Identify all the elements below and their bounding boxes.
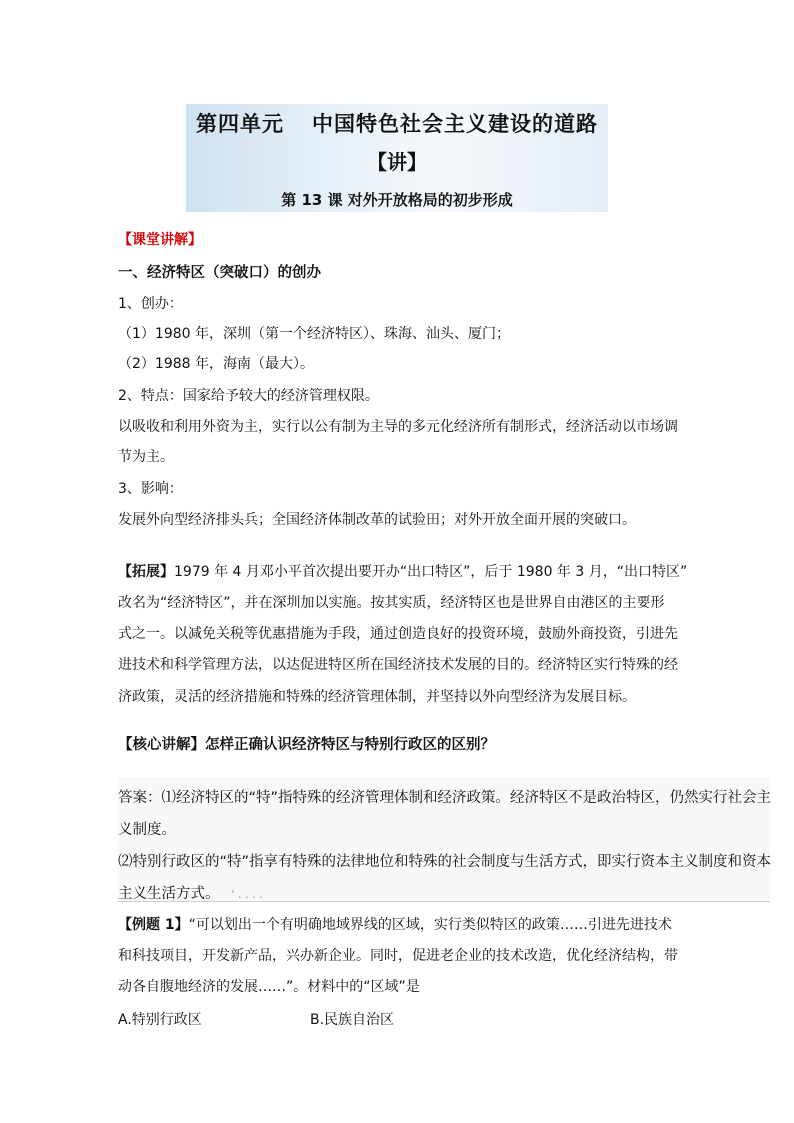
tuozhan-line-4: 进技术和科学管理方法，以达促进特区所在国经济技术发展的目的。经济特区实行特殊的经: [118, 657, 678, 673]
answer-mark: ' . . . .: [231, 888, 263, 901]
unit-title: [186, 108, 608, 138]
answer-line-4: [118, 882, 263, 903]
example-line-3: 动各自腹地经济的发展……”。材料中的“区域”是: [118, 979, 420, 995]
jiang-label: 【讲】: [367, 150, 427, 174]
example-label: 【例题 1】: [118, 917, 189, 933]
tuozhan-line-3: 式之一。以减免关税等优惠措施为手段，通过创造良好的投资环境，鼓励外商投资，引进先: [118, 626, 678, 642]
body-line-1: 1、创办：: [118, 296, 183, 312]
tuozhan-line-2: 改名为“经济特区”，并在深圳加以实施。按其实质，经济特区也是世界自由港区的主要形: [118, 595, 665, 611]
example-line-2: 和科技项目，开发新产品，兴办新企业。同时，促进老企业的技术改造，优化经济结构，带: [118, 948, 678, 964]
section-label: 【课堂讲解】: [118, 232, 202, 248]
unit-label: 第四单元: [196, 112, 284, 136]
answer-line-4-text: 主义生活方式。: [118, 886, 220, 902]
body-line-6: 节为主。: [118, 449, 174, 465]
body-line-4: 2、特点：国家给予较大的经济管理权限。: [118, 388, 379, 404]
tuozhan-text-1: 1979 年 4 月邓小平首次提出要开办“出口特区”，后于 1980 年 3 月，“出口特区”: [174, 564, 688, 580]
option-b: B.民族自治区: [310, 1012, 395, 1028]
example-text-1: “可以划出一个有明确地域界线的区域，实行类似特区的政策……引进先进技术: [188, 917, 672, 933]
example-line-1: [118, 914, 672, 934]
answer-line-1: 答案：⑴经济特区的“特”指特殊的经济管理体制和经济政策。经济特区不是政治特区，仍然实行社会主: [118, 790, 772, 806]
answer-line-2: 义制度。: [118, 822, 176, 838]
body-line-7: 3、影响：: [118, 481, 183, 497]
core-question: 【核心讲解】怎样正确认识经济特区与特别行政区的区别？: [118, 737, 495, 753]
lesson-title: 第 13 课 对外开放格局的初步形成: [281, 191, 513, 209]
body-line-2: （1）1980 年，深圳（第一个经济特区）、珠海、汕头、厦门；: [118, 326, 510, 342]
heading-1: 一、经济特区（突破口）的创办: [118, 265, 321, 281]
tuozhan-line-1: [118, 561, 687, 581]
body-line-3: （2）1988 年，海南（最大）。: [118, 356, 314, 372]
answer-line-3: ⑵特别行政区的“特”指享有特殊的法律地位和特殊的社会制度与生活方式，即实行资本主义制度和资本: [118, 854, 772, 870]
body-line-5: 以吸收和利用外资为主，实行以公有制为主导的多元化经济所有制形式，经济活动以市场调: [118, 419, 678, 435]
unit-name: 中国特色社会主义建设的道路: [312, 112, 598, 136]
body-line-8: 发展外向型经济排头兵；全国经济体制改革的试验田；对外开放全面开展的突破口。: [118, 512, 636, 528]
option-a: A.特别行政区: [118, 1012, 202, 1028]
tuozhan-line-5: 济政策，灵活的经济措施和特殊的经济管理体制，并坚持以外向型经济为发展目标。: [118, 689, 636, 705]
tuozhan-label: 【拓展】: [118, 564, 174, 580]
